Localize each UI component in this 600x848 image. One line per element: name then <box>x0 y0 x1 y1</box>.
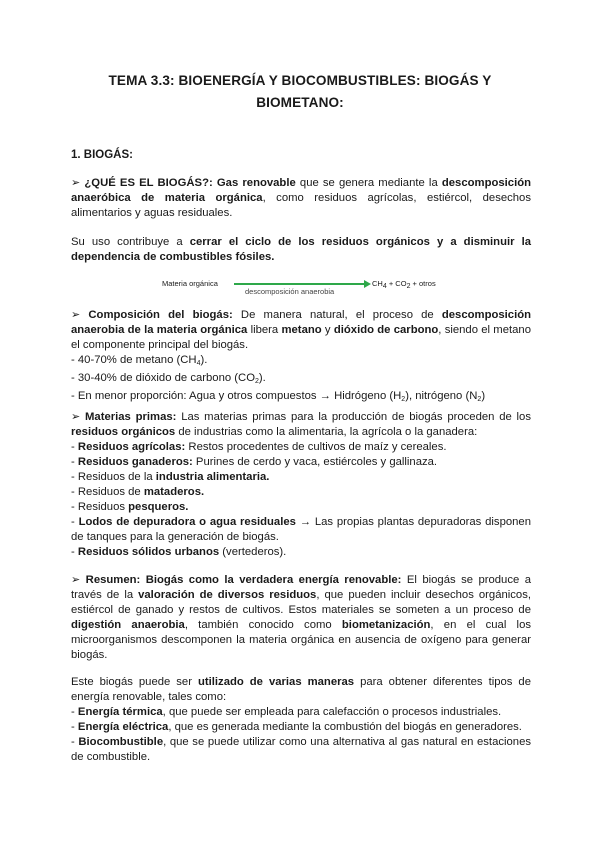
text: ), nitrógeno (N <box>405 390 478 402</box>
bold-text: Gas renovable <box>216 177 296 189</box>
paragraph-usos <box>71 675 531 765</box>
bold-text: Resumen: Biogás como la verdadera energía renovable: <box>85 574 402 586</box>
text: Restos procedentes de cultivos de maíz y cereales. <box>185 441 447 453</box>
text: que se genera mediante la <box>295 177 442 189</box>
text: CH <box>372 279 383 288</box>
text: + CO <box>386 279 407 288</box>
diagram-output-label <box>372 279 436 290</box>
list-item: - Residuos sólidos urbanos (vertederos). <box>71 546 287 558</box>
page-title <box>70 70 530 114</box>
paragraph-composicion <box>71 308 531 407</box>
arrow-bullet-icon: ➢ <box>71 177 81 189</box>
text: Su uso contribuye a <box>71 236 190 248</box>
materias-intro <box>71 410 531 440</box>
usos-intro <box>71 675 531 705</box>
list-item: - Energía térmica, que puede ser empleada para calefacción o procesos industriales. <box>71 706 502 718</box>
bold-text: Energía eléctrica <box>77 721 169 733</box>
text: Este biogás puede ser <box>71 676 198 688</box>
title-line-1: TEMA 3.3: BIOENERGÍA Y BIOCOMBUSTIBLES: BIOGÁS Y <box>108 73 492 88</box>
bold-text: residuos orgánicos <box>71 426 176 438</box>
bold-text: industria alimentaria. <box>155 471 270 483</box>
text: → Las propias plantas depuradoras disponen de tanques para la generación de biogás. <box>71 516 531 543</box>
text: + otros <box>410 279 436 288</box>
bold-text: Biocombustible <box>78 736 164 748</box>
list-item <box>71 371 531 389</box>
list-item <box>71 470 531 485</box>
bold-text: Materias primas: <box>85 411 177 423</box>
composicion-intro <box>71 308 531 353</box>
text: ) <box>481 390 486 402</box>
list-item: - Biocombustible, que se puede utilizar como una alternativa al gas natural en estaciones de combustible. <box>71 736 532 763</box>
text: ). <box>200 354 208 366</box>
list-item <box>71 353 531 371</box>
paragraph-que-es <box>71 176 531 221</box>
arrow-head-icon <box>364 280 371 288</box>
bold-text: mataderos. <box>143 486 205 498</box>
text: , que es generada mediante la combustión del biogás en generadores. <box>168 721 522 733</box>
text: - Residuos de la <box>71 471 156 483</box>
bold-text: Lodos de depuradora o agua residuales <box>78 516 296 528</box>
text: , que pueden incluir desechos orgánicos, estiércol de ganado y restos de cultivos. Estos materiales se someten a un proceso de <box>71 589 531 616</box>
bold-text: descomposición anaeróbica de materia orgánica <box>71 177 532 204</box>
list-item: - Residuos ganaderos: Purines de cerdo y vaca, estiércoles y gallinaza. <box>71 456 438 468</box>
text: - En menor proporción: Agua y otros compuestos → Hidrógeno (H <box>71 390 402 402</box>
list-item <box>71 389 531 407</box>
paragraph-resumen <box>71 573 531 663</box>
text: para obtener diferentes tipos de energía renovable, tales como: <box>71 676 531 703</box>
diagram-arrow <box>234 283 368 285</box>
process-diagram <box>150 276 470 298</box>
section-heading-biogas: 1. BIOGÁS: <box>71 149 133 161</box>
list-item: - Energía eléctrica, que es generada mediante la combustión del biogás en generadores. <box>71 721 522 733</box>
text: - 40-70% de metano (CH <box>71 354 197 366</box>
subscript: 4 <box>382 283 387 290</box>
list-item <box>71 485 531 500</box>
bold-text: valoración de diversos residuos <box>138 589 317 601</box>
text: , que se puede utilizar como una alternativa al gas natural en estaciones de combustible. <box>71 736 532 763</box>
bold-text: Residuos sólidos urbanos <box>77 546 220 558</box>
text: , como residuos agrícolas, estiércol, desechos alimentarios y aguas residuales. <box>71 192 531 219</box>
subscript: 2 <box>406 283 411 290</box>
arrow-bullet-icon: ➢ <box>71 309 81 321</box>
bold-text: pesqueros. <box>128 501 189 513</box>
bold-text: biometanización <box>341 619 431 631</box>
bold-text: metano <box>281 324 322 336</box>
text: Purines de cerdo y vaca, estiércoles y gallinaza. <box>192 456 438 468</box>
text: - Residuos <box>71 501 129 513</box>
question-label: ¿QUÉ ES EL BIOGÁS?: <box>84 177 213 189</box>
text: De manera natural, el proceso de <box>232 309 442 321</box>
text: de industrias como la alimentaria, la agrícola o la ganadera: <box>175 426 478 438</box>
text: , en el cual los microorganismos descomponen la materia orgánica en ausencia de oxígeno para generar biogás. <box>71 619 531 661</box>
bold-text: digestión anaerobia <box>71 619 185 631</box>
text: ). <box>258 372 266 384</box>
bold-text: Composición del biogás: <box>88 309 233 321</box>
bold-text: Energía térmica <box>77 706 163 718</box>
text: libera <box>247 324 282 336</box>
list-item <box>71 500 531 515</box>
paragraph-uso <box>71 235 531 265</box>
bold-text: Residuos agrícolas: <box>77 441 186 453</box>
diagram-input-label: Materia orgánica <box>162 279 218 288</box>
diagram-process-label: descomposición anaerobia <box>245 287 335 296</box>
subscript: 4 <box>196 360 201 367</box>
list-item: - Lodos de depuradora o agua residuales → Las propias plantas depuradoras disponen de tanques para la generación de biogás. <box>71 516 531 543</box>
list-item: - Residuos agrícolas: Restos procedentes de cultivos de maíz y cereales. <box>71 441 447 453</box>
text: Las materias primas para la producción de biogás proceden de los <box>176 411 531 423</box>
subscript: 2 <box>255 378 259 385</box>
title-line-2: BIOMETANO: <box>256 95 344 110</box>
subscript: 2 <box>401 396 406 403</box>
text: - 30-40% de dióxido de carbono (CO <box>71 372 255 384</box>
text: , también conocido como <box>184 619 342 631</box>
text: (vertederos). <box>219 546 287 558</box>
arrow-bullet-icon: ➢ <box>71 574 81 586</box>
bold-text: Residuos ganaderos: <box>77 456 193 468</box>
text: El biogás se produce a través de la <box>71 574 531 601</box>
paragraph-materias-primas <box>71 410 531 560</box>
text: y <box>321 324 334 336</box>
bold-text: utilizado de varias maneras <box>197 676 355 688</box>
subscript: 2 <box>477 396 482 403</box>
arrow-bullet-icon: ➢ <box>71 411 81 423</box>
text: , siendo el metano el componente principal del biogás. <box>71 324 531 351</box>
bold-text: descomposición anaerobia de la materia orgánica <box>71 309 532 336</box>
text: - Residuos de <box>71 486 144 498</box>
bold-text: cerrar el ciclo de los residuos orgánicos y a disminuir la dependencia de combustibles fósiles. <box>71 236 531 263</box>
text: , que puede ser empleada para calefacción o procesos industriales. <box>162 706 502 718</box>
bold-text: dióxido de carbono <box>333 324 439 336</box>
